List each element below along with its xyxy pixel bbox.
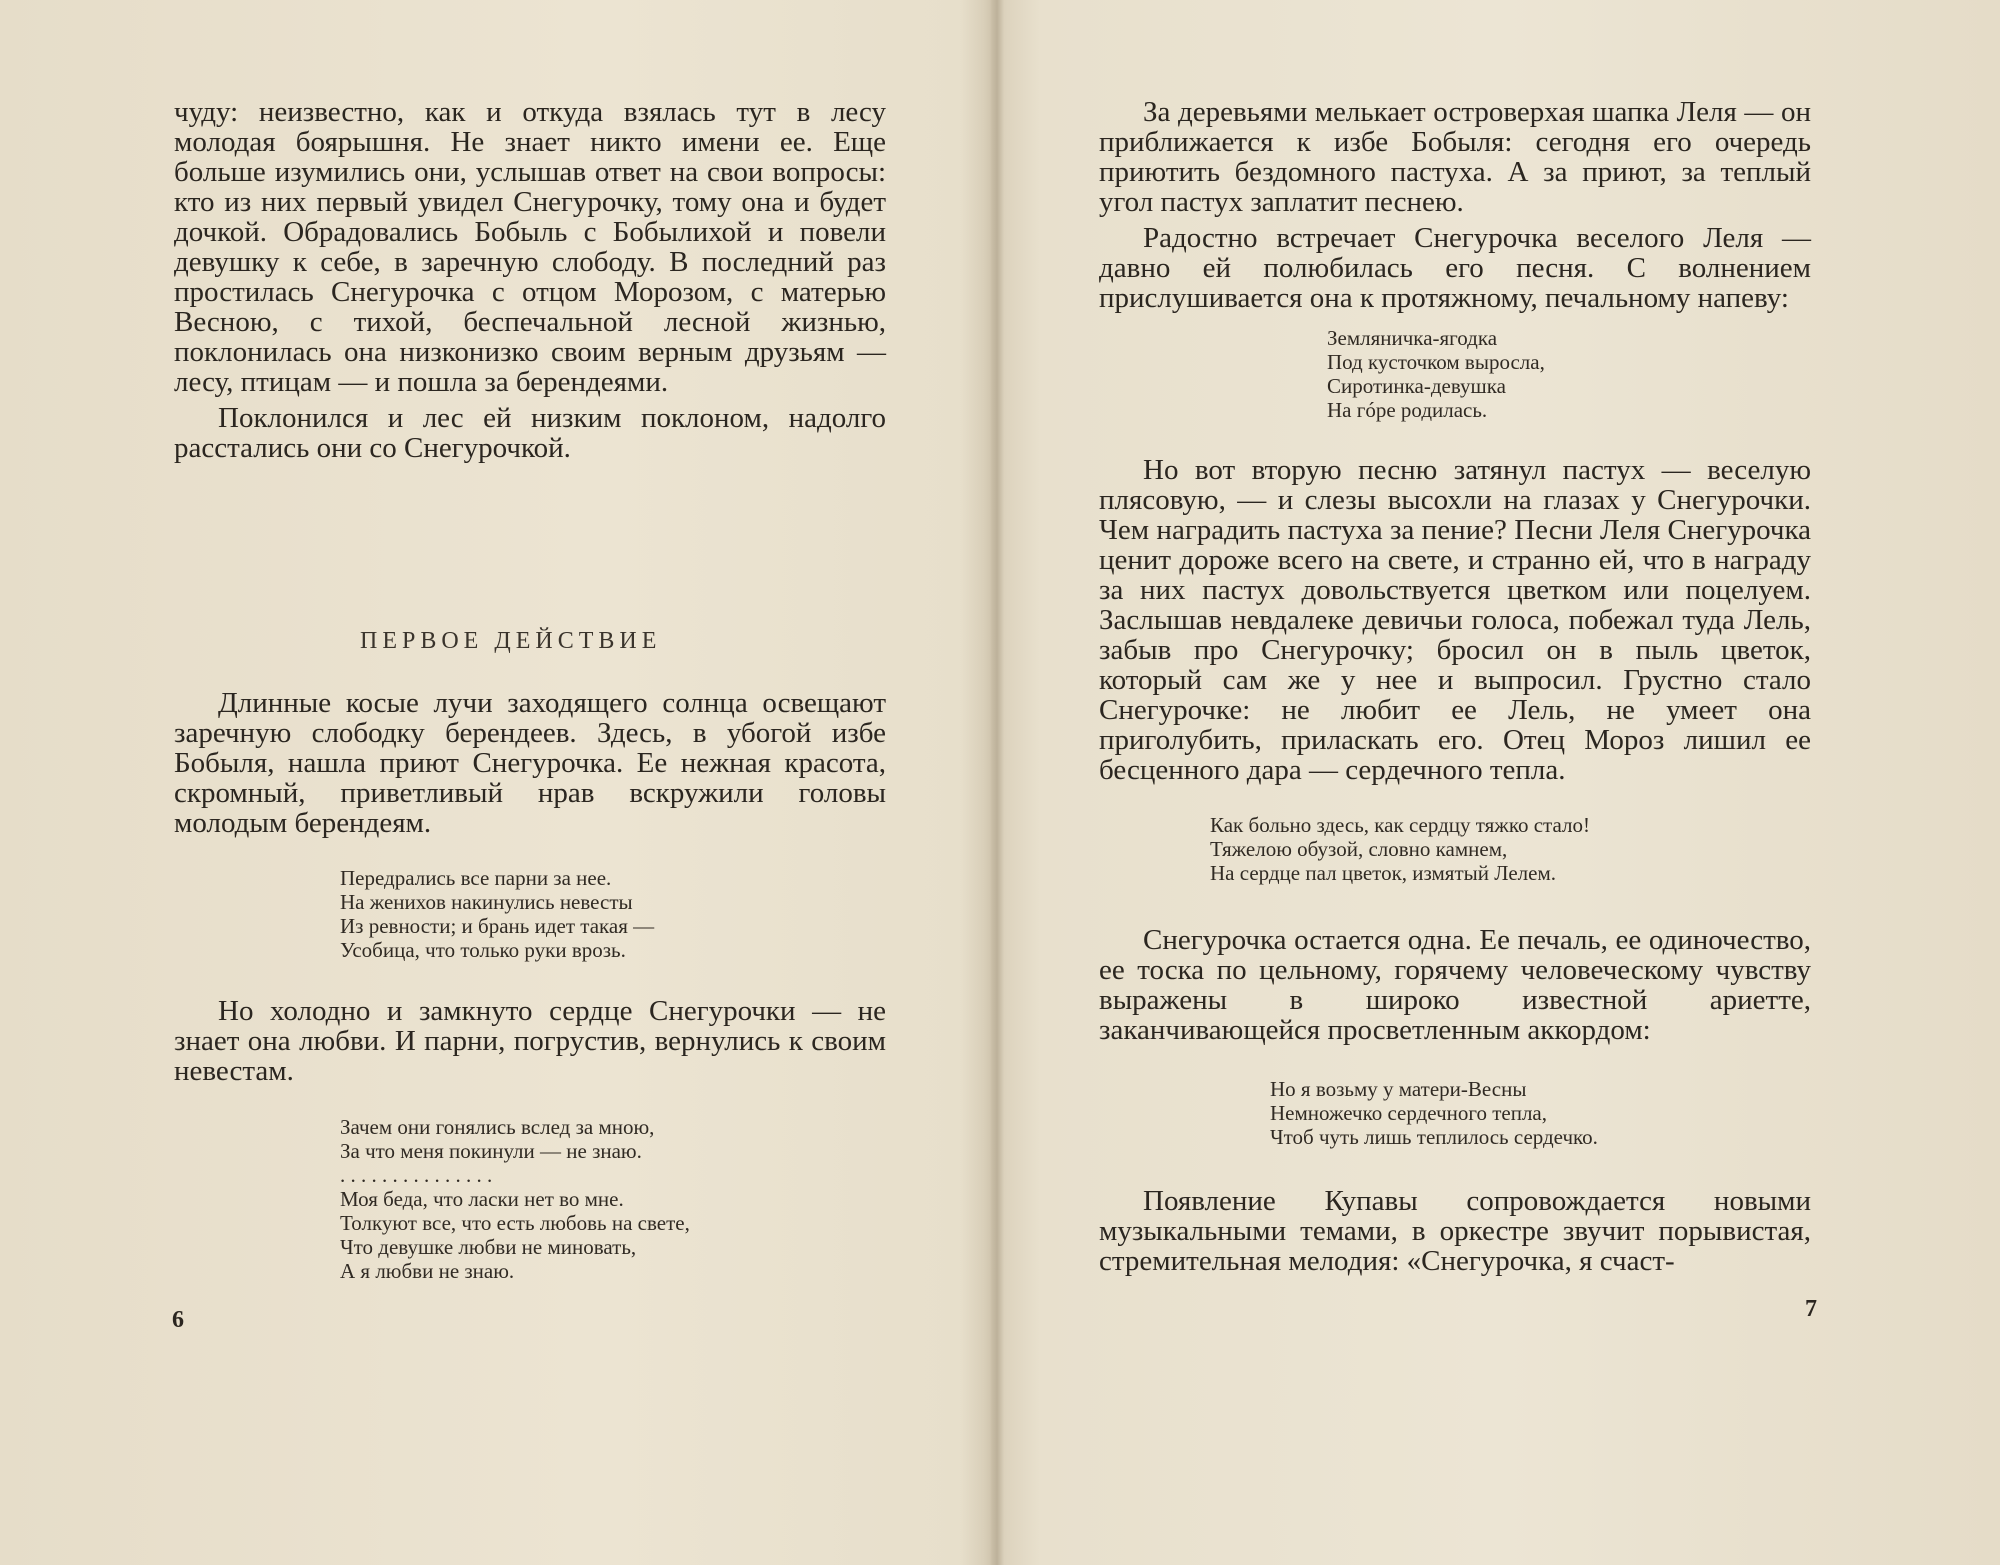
paragraph: За деревьями мелькает островерхая шапка Леля — он приближается к избе Бобыля: сегодня его очередь приютить бездомного пастуха. А за приют, за теплый угол пастух заплатит песнею.	[1099, 96, 1811, 218]
verse-line: . . . . . . . . . . . . . . .	[340, 1163, 493, 1187]
verse-line: На женихов накинулись невесты	[340, 890, 633, 914]
verse-line: Чтоб чуть лишь теплилось сердечко.	[1270, 1125, 1598, 1149]
act1-paragraph: Длинные косые лучи заходящего солнца освещают заречную слободку берендеев. Здесь, в убогой избе Бобыля, нашла приют Снегурочка. Ее нежная красота, скромный, приветливый нрав вскружили головы молодым берендеям.	[174, 687, 886, 839]
act1-text	[174, 688, 886, 838]
paragraph-text	[1099, 455, 1811, 785]
verse-line: Что девушке любви не миновать,	[340, 1235, 637, 1259]
verse-line: А я любви не знаю.	[340, 1259, 515, 1283]
verse-block	[1270, 1077, 1598, 1149]
intro-paragraph: Поклонился и лес ей низким поклоном, надолго расстались они со Снегурочкой.	[174, 402, 886, 464]
verse-line: Из ревности; и брань идет такая —	[340, 914, 655, 938]
verse-line: Сиротинка-девушка	[1327, 374, 1506, 398]
right-top-text	[1099, 97, 1811, 313]
verse-block	[340, 866, 654, 962]
section-heading: ПЕРВОЕ ДЕЙСТВИЕ	[360, 628, 662, 654]
paragraph-text	[1099, 925, 1811, 1045]
verse-line: На сердце пал цветок, измятый Лелем.	[1210, 861, 1556, 885]
verse-line: Толкуют все, что есть любовь на свете,	[340, 1211, 690, 1235]
verse-line: Усобица, что только руки врозь.	[340, 938, 626, 962]
verse-block	[1210, 813, 1590, 885]
intro-paragraph: чуду: неизвестно, как и откуда взялась тут в лесу молодая боярышня. Не знает никто имени ее. Еще больше изумились они, услышав ответ на свои вопросы: кто из них первый увидел Снегурочку, тому она и будет дочкой. Обрадовались Бобыль с Бобылихой и повели девушку к себе, в заречную слободу. В последний раз простилась Снегурочка с отцом Морозом, с матерью Весною, с тихой, беспечальной лесной жизнью, поклонилась она низконизко своим верным друзьям — лесу, птицам — и пошла за берендеями.	[174, 96, 886, 398]
verse-line: Немножечко сердечного тепла,	[1270, 1101, 1547, 1125]
paragraph-text	[1099, 1186, 1811, 1276]
right-page	[1005, 0, 2000, 1565]
verse-line: Но я возьму у матери-Весны	[1270, 1077, 1527, 1101]
verse-line: Передрались все парни за нее.	[340, 866, 612, 890]
left-intro-text	[174, 97, 886, 463]
verse-line: Моя беда, что ласки нет во мне.	[340, 1187, 624, 1211]
verse-block	[340, 1115, 690, 1283]
paragraph: Радостно встречает Снегурочка веселого Леля — давно ей полюбилась его песня. С волнением прислушивается она к протяжному, печальному напеву:	[1099, 222, 1811, 314]
verse-line: Под кусточком выросла,	[1327, 350, 1545, 374]
page-number: 7	[1805, 1296, 1817, 1322]
verse-line: Тяжелою обузой, словно камнем,	[1210, 837, 1508, 861]
paragraph: Но вот вторую песню затянул пастух — веселую плясовую, — и слезы высохли на глазах у Снегурочки. Чем наградить пастуха за пение? Песни Леля Снегурочка ценит дороже всего на свете, и странно ей, что в награду за них пастух довольствуется цветком или поцелуем. Заслышав невдалеке девичьи голоса, побежал туда Лель, забыв про Снегурочку; бросил он в пыль цветок, который сам же у нее и выпросил. Грустно стало Снегурочке: не любит ее Лель, не умеет она приголубить, приласкать его. Отец Мороз лишил ее бесценного дара — сердечного тепла.	[1099, 454, 1811, 786]
page-number: 6	[172, 1307, 184, 1333]
verse-line: Как больно здесь, как сердцу тяжко стало!	[1210, 813, 1590, 837]
left-page	[0, 0, 995, 1565]
paragraph: Появление Купавы сопровождается новыми музыкальными темами, в оркестре звучит порывистая, стремительная мелодия: «Снегурочка, я счаст-	[1099, 1185, 1811, 1277]
verse-line: Земляничка-ягодка	[1327, 326, 1498, 350]
paragraph: Но холодно и замкнуто сердце Снегурочки — не знает она любви. И парни, погрустив, вернулись к своим невестам.	[174, 995, 886, 1087]
paragraph-text	[174, 996, 886, 1086]
paragraph: Снегурочка остается одна. Ее печаль, ее одиночество, ее тоска по цельному, горячему человеческому чувству выражены в широко известной ариетте, заканчивающейся просветленным аккордом:	[1099, 924, 1811, 1046]
verse-line: За что меня покинули — не знаю.	[340, 1139, 642, 1163]
verse-line: На гóре родилась.	[1327, 398, 1488, 422]
verse-block	[1327, 326, 1545, 422]
verse-line: Зачем они гонялись вслед за мною,	[340, 1115, 655, 1139]
